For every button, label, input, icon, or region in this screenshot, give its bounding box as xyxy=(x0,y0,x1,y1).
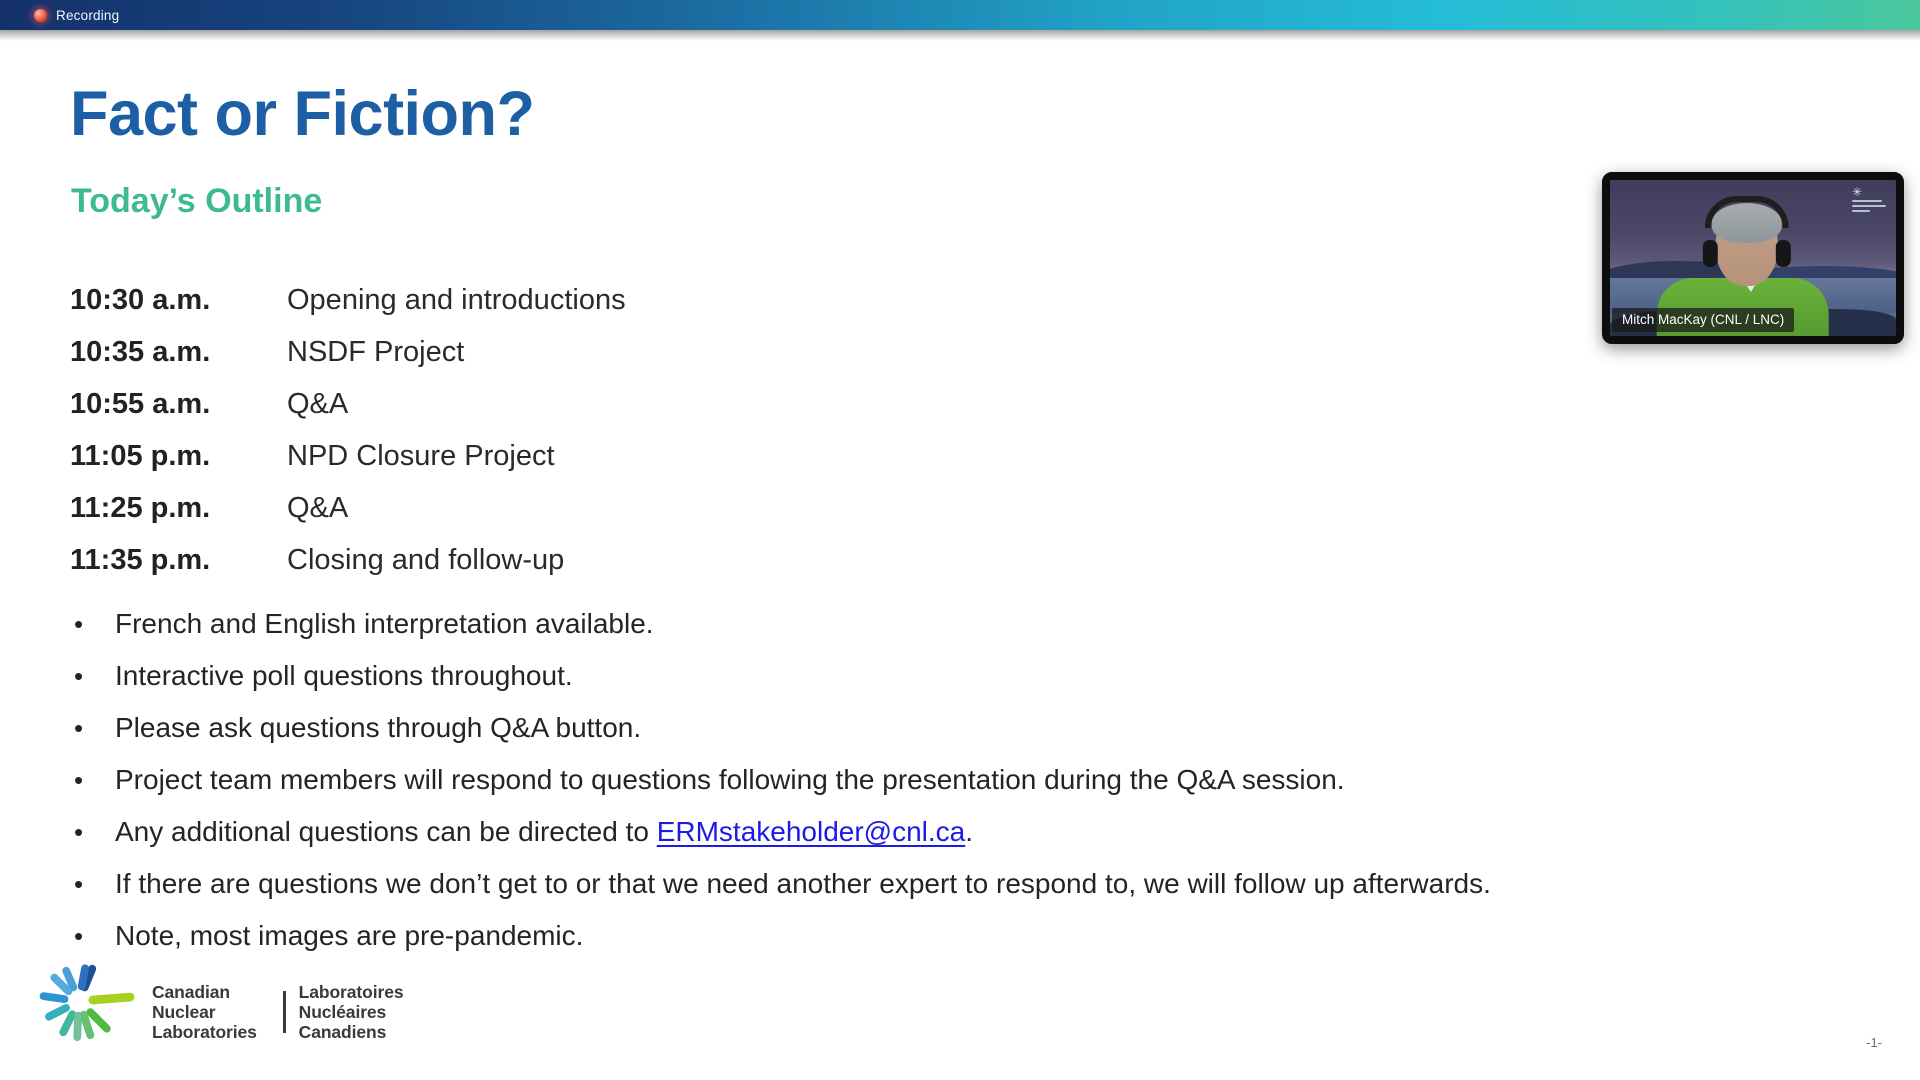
bullet-text: Note, most images are pre-pandemic. xyxy=(115,920,584,951)
slide-subtitle: Today’s Outline xyxy=(71,182,323,220)
slide-title: Fact or Fiction? xyxy=(70,79,535,149)
watermark-text-bar xyxy=(1852,200,1882,202)
cnl-watermark-star-icon: ✳ xyxy=(1852,185,1863,199)
schedule-time: 10:55 a.m. xyxy=(70,388,211,420)
watermark-text-bar xyxy=(1852,210,1870,212)
speaker-face xyxy=(1716,206,1778,286)
bullet-text: French and English interpretation available. xyxy=(115,608,654,639)
top-bar-shadow xyxy=(0,30,1920,41)
bullet-item xyxy=(70,858,1491,910)
bullet-item xyxy=(70,598,1491,650)
cnl-fr-line2: Canadiens xyxy=(298,1022,387,1042)
cnl-logo-divider xyxy=(283,991,285,1033)
recording-label: Recording xyxy=(56,8,120,23)
stakeholder-email-link[interactable]: ERMstakeholder@cnl.ca xyxy=(656,816,966,847)
cnl-wordmark-french xyxy=(299,982,458,1042)
schedule-list xyxy=(70,274,626,586)
schedule-time: 11:35 p.m. xyxy=(70,544,211,576)
recording-indicator xyxy=(34,0,119,31)
schedule-time: 10:35 a.m. xyxy=(70,336,211,368)
schedule-row xyxy=(70,274,626,326)
bullet-text: Please ask questions through Q&A button. xyxy=(115,712,642,743)
watermark-text-bar xyxy=(1852,205,1886,207)
schedule-item: Q&A xyxy=(287,388,349,420)
bullet-item-email xyxy=(70,806,1491,858)
cnl-starburst-icon xyxy=(38,960,136,1044)
cnl-fr-line1: Laboratoires Nucléaires xyxy=(298,982,404,1022)
bullet-text: Any additional questions can be directed to xyxy=(115,816,657,847)
top-gradient-bar xyxy=(0,0,1920,30)
bullet-dot: • xyxy=(74,609,84,639)
schedule-item: NPD Closure Project xyxy=(287,440,555,472)
schedule-item: Q&A xyxy=(287,492,349,524)
schedule-item: NSDF Project xyxy=(287,336,465,368)
cnl-video-watermark xyxy=(1852,187,1886,212)
headphone-earcup-icon xyxy=(1776,240,1791,267)
schedule-time: 11:05 p.m. xyxy=(70,440,211,472)
recording-dot-icon xyxy=(34,9,47,22)
schedule-time: 11:25 p.m. xyxy=(70,492,211,524)
bullet-item xyxy=(70,910,1491,962)
bullet-item xyxy=(70,754,1491,806)
schedule-row xyxy=(70,482,626,534)
bullet-dot: • xyxy=(74,765,84,795)
schedule-row xyxy=(70,378,626,430)
bullet-list xyxy=(70,598,1491,962)
speaker-hair xyxy=(1712,203,1782,243)
bullet-text: . xyxy=(965,816,974,847)
bullet-dot: • xyxy=(74,921,84,951)
page-number: -1- xyxy=(1866,1035,1882,1050)
schedule-item: Opening and introductions xyxy=(287,284,626,316)
bullet-dot: • xyxy=(74,713,84,743)
headphone-earcup-icon xyxy=(1703,240,1718,267)
cnl-en-line1: Canadian Nuclear xyxy=(152,982,230,1022)
participant-name-label: Mitch MacKay (CNL / LNC) xyxy=(1612,308,1794,332)
cnl-logo xyxy=(38,958,458,1050)
bullet-text: Project team members will respond to questions following the presentation during the Q&A session. xyxy=(115,764,1345,795)
schedule-time: 10:30 a.m. xyxy=(70,284,211,316)
schedule-row xyxy=(70,326,626,378)
bullet-item xyxy=(70,650,1491,702)
bullet-dot: • xyxy=(74,661,84,691)
cnl-wordmark-english xyxy=(152,982,270,1042)
bullet-item xyxy=(70,702,1491,754)
speaker-video-thumbnail[interactable] xyxy=(1602,172,1904,344)
bullet-text: Interactive poll questions throughout. xyxy=(115,660,573,691)
schedule-item: Closing and follow-up xyxy=(287,544,565,576)
bullet-dot: • xyxy=(74,869,84,899)
bullet-dot: • xyxy=(74,817,84,847)
bullet-text: If there are questions we don’t get to or that we need another expert to respond to, we will follow up afterwards. xyxy=(115,868,1491,899)
cnl-en-line2: Laboratories xyxy=(152,1022,257,1042)
schedule-row xyxy=(70,430,626,482)
schedule-row xyxy=(70,534,626,586)
